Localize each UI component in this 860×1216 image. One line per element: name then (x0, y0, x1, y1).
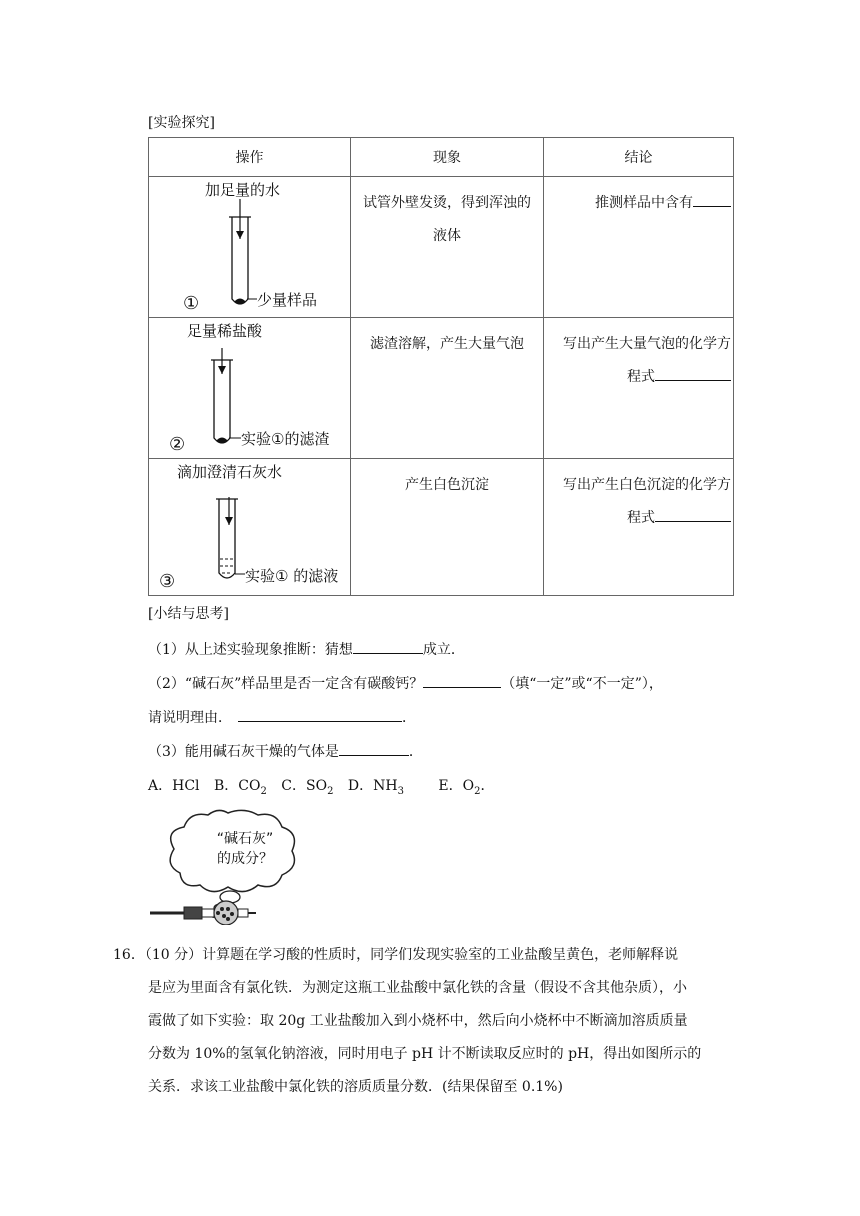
answer-blank[interactable] (238, 707, 402, 722)
bubble-text-line-1: “碱石灰” (216, 831, 274, 847)
step-number: ② (169, 434, 186, 455)
conclusion-prefix: 推测样品中含有 (595, 195, 693, 211)
op-label: 滴加澄清石灰水 (177, 463, 283, 481)
conclusion-text (544, 459, 733, 535)
conclusion-line-2: 程式 (627, 369, 655, 385)
answer-blank[interactable] (693, 192, 731, 207)
phenomenon-text: 滤渣溶解，产生大量气泡 (370, 336, 524, 352)
summary-title: [小结与思考] (148, 606, 229, 622)
experiment-table (148, 137, 734, 596)
q16-line-3: 霞做了如下实验：取 20g 工业盐酸加入到小烧杯中，然后向小烧杯中不断滴加溶质质量 (148, 1013, 688, 1029)
op-sample: 实验①的滤渣 (241, 430, 330, 448)
answer-blank[interactable] (423, 673, 501, 688)
answer-blank[interactable] (339, 741, 409, 756)
conclusion-text (544, 177, 733, 220)
table-row (149, 177, 734, 318)
option-b: B．$CO_2$ (213, 778, 267, 797)
question-3: （3）能用碱石灰干燥的气体是 ． (148, 741, 423, 761)
conclusion-text (544, 318, 733, 394)
test-tube-diagram-3 (149, 459, 350, 595)
op-sample: 实验① 的滤液 (245, 567, 339, 585)
header-phenomenon: 现象 (351, 138, 544, 177)
q16-line-1: 16．（10 分）计算题在学习酸的性质时，同学们发现实验室的工业盐酸呈黄色，老师解释说 (113, 947, 679, 963)
option-a: A．HCl (148, 778, 200, 794)
question-1: （1）从上述实验现象推断：猜想 成立． (148, 639, 465, 659)
question-16 (113, 939, 738, 1104)
header-conclusion: 结论 (544, 138, 734, 177)
answer-blank[interactable] (655, 366, 731, 381)
step-number: ③ (159, 571, 176, 592)
test-tube-diagram-2 (149, 318, 350, 458)
test-tube-diagram-1 (149, 177, 350, 317)
phenomenon-text: 试管外壁发烫，得到浑浊的液体 (363, 195, 531, 244)
answer-blank[interactable] (655, 507, 731, 522)
question-2: （2）“碱石灰”样品里是否一定含有碳酸钙？ （填“一定”或“不一定”）， (148, 673, 663, 693)
header-operation: 操作 (149, 138, 351, 177)
conclusion-line-2: 程式 (627, 510, 655, 526)
option-c: C．$SO_2$ (281, 778, 334, 797)
section-title: [实验探究] (148, 115, 215, 131)
option-d: D．$NH_3$ (347, 778, 404, 797)
op-label: 加足量的水 (205, 181, 281, 199)
conclusion-line-1: 写出产生白色沉淀的化学方 (563, 477, 731, 493)
q16-line-2: 是应为里面含有氯化铁．为测定这瓶工业盐酸中氯化铁的含量（假设不含其他杂质），小 (148, 980, 687, 996)
phenomenon-text: 产生白色沉淀 (405, 477, 489, 493)
table-header-row (149, 138, 734, 177)
conclusion-line-1: 写出产生大量气泡的化学方 (563, 336, 731, 352)
bubble-text-line-2: 的成分？ (217, 851, 273, 867)
answer-options (148, 775, 494, 797)
option-e: E．$O_2$． (438, 778, 495, 797)
op-sample: 少量样品 (257, 291, 318, 309)
q16-line-4: 分数为 10%的氢氧化钠溶液，同时用电子 pH 计不断读取反应时的 pH，得出如图所示的 (148, 1046, 702, 1062)
test-tube-icon (149, 177, 349, 317)
step-number: ① (183, 293, 200, 314)
answer-blank[interactable] (353, 639, 423, 654)
table-row (149, 459, 734, 596)
table-row (149, 318, 734, 459)
q16-line-5: 关系．求该工业盐酸中氯化铁的溶质质量分数．(结果保留至 0.1%) (148, 1079, 563, 1095)
question-2-reason: 请说明理由． ． (148, 707, 416, 727)
op-label: 足量稀盐酸 (187, 322, 263, 340)
thought-bubble-illustration (148, 805, 308, 925)
